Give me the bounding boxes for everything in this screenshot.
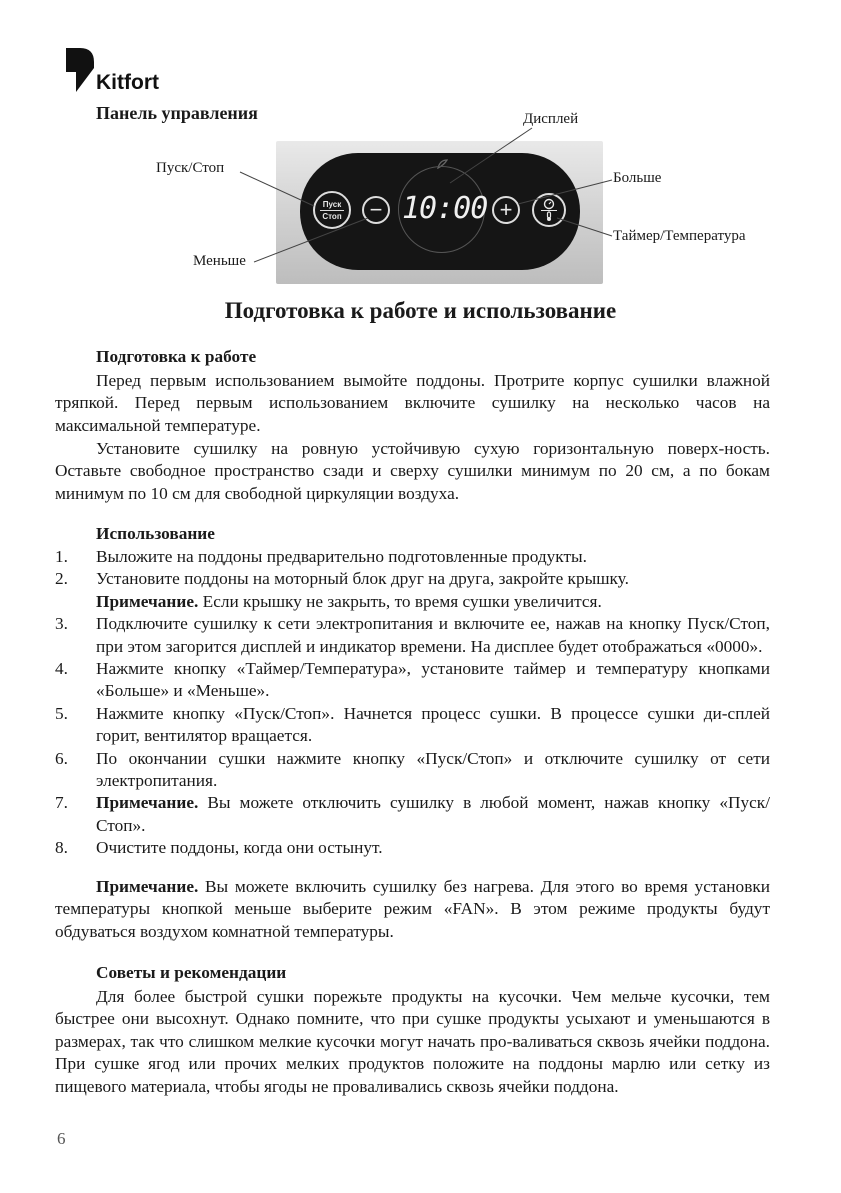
plus-icon: + [499, 197, 513, 222]
note-label: Примечание. [96, 793, 199, 813]
callout-lines [0, 0, 841, 300]
list-item [55, 703, 770, 748]
list-item-number: 7. [55, 793, 68, 813]
callout-start-stop: Пуск/Стоп [156, 160, 225, 176]
preparation-paragraph-2: Установите сушилку на ровную устойчивую сухую горизонтальную поверх-ность. Оставьте свободное пространство сзади и сверху сушилки минимум по 20 см, а по бокам минимум по 10 см для свободной циркуляции воздуха. [55, 439, 770, 503]
note-text: Если крышку не закрыть, то время сушки увеличится. [198, 591, 602, 611]
list-item-number: 5. [55, 703, 68, 723]
note-text: Вы можете включить сушилку без нагрева. Для этого во время установки температуры кнопкой меньше выберите режим «FAN». В этом режиме продукты будут обдуваться воздухом комнатной температуры. [55, 877, 770, 941]
tips-paragraph: Для более быстрой сушки порежьте продукты на кусочки. Чем мельче кусочки, тем быстрее они высохнут. Однако помните, что при сушке продукты усыхают и уменьшаются в размерах, так что слишком мелкие кусочки могут начать про-валиваться сквозь ячейки поддона. При сушке ягод или прочих мелких продуктов положите на поддоны марлю или сетку из пищевого материала, чтобы ягоды не проваливались сквозь ячейки поддона. [55, 987, 770, 1096]
list-item-number: 2. [55, 569, 68, 589]
callout-display: Дисплей [523, 111, 579, 127]
tips-heading: Советы и рекомендации [96, 963, 287, 982]
list-item-text: По окончании сушки нажмите кнопку «Пуск/Стоп» и отключите сушилку от сети электропитания. [96, 748, 770, 791]
preparation-heading: Подготовка к работе [96, 347, 257, 366]
main-heading: Подготовка к работе и использование [224, 298, 617, 323]
usage-heading: Использование [96, 524, 215, 543]
list-item-number: 1. [55, 547, 68, 566]
list-item-text: Нажмите кнопку «Таймер/Температура», установите таймер и температуру кнопками «Больше» и «Меньше». [96, 659, 770, 701]
page-number: 6 [57, 1129, 66, 1148]
panel-heading: Панель управления [96, 103, 258, 123]
list-item-text: Выложите на поддоны предварительно подготовленные продукты. [96, 547, 587, 566]
start-label: Пуск [322, 199, 342, 209]
list-item-text: Вы можете отключить сушилку в любой момент, нажав кнопку «Пуск/Стоп». [96, 793, 770, 835]
preparation-paragraph-1: Перед первым использованием вымойте поддоны. Протрите корпус сушилки влажной тряпкой. Перед первым использованием включите сушилку на несколько часов на максимальной температуре. [55, 371, 770, 435]
list-item [55, 837, 770, 859]
list-item [55, 546, 770, 568]
callout-timer-temperature: Таймер/Температура [613, 228, 746, 244]
list-item [55, 748, 770, 793]
brand-name: Kitfort [96, 71, 159, 94]
stop-label: Стоп [322, 211, 342, 221]
usage-list [55, 546, 770, 860]
list-item-text: Установите поддоны на моторный блок друг на друга, закройте крышку. [96, 569, 629, 589]
list-item-number: 6. [55, 748, 68, 768]
list-item [55, 568, 770, 613]
list-item [55, 613, 770, 658]
note-label: Примечание. [96, 591, 199, 611]
list-item-text: Нажмите кнопку «Пуск/Стоп». Начнется процесс сушки. В процессе сушки ди-сплей горит, вентилятор вращается. [96, 703, 770, 746]
list-item-text: Очистите поддоны, когда они остынут. [96, 838, 383, 858]
minus-icon: − [369, 197, 383, 222]
final-note [55, 876, 770, 943]
callout-less: Меньше [193, 253, 246, 269]
callout-more: Больше [613, 170, 662, 186]
list-item [55, 792, 770, 837]
display-value: 10:00 [402, 191, 488, 226]
list-item [55, 658, 770, 703]
control-panel-figure [0, 0, 841, 300]
list-item-number: 8. [55, 838, 68, 858]
list-item-text: Подключите сушилку к сети электропитания и включите ее, нажав на кнопку Пуск/Стоп, при этом загорится дисплей и индикатор времени. На дисплее будет отображаться «0000». [96, 614, 770, 656]
list-item-number: 4. [55, 659, 68, 679]
note-label: Примечание. [96, 877, 199, 896]
list-item-number: 3. [55, 614, 68, 634]
